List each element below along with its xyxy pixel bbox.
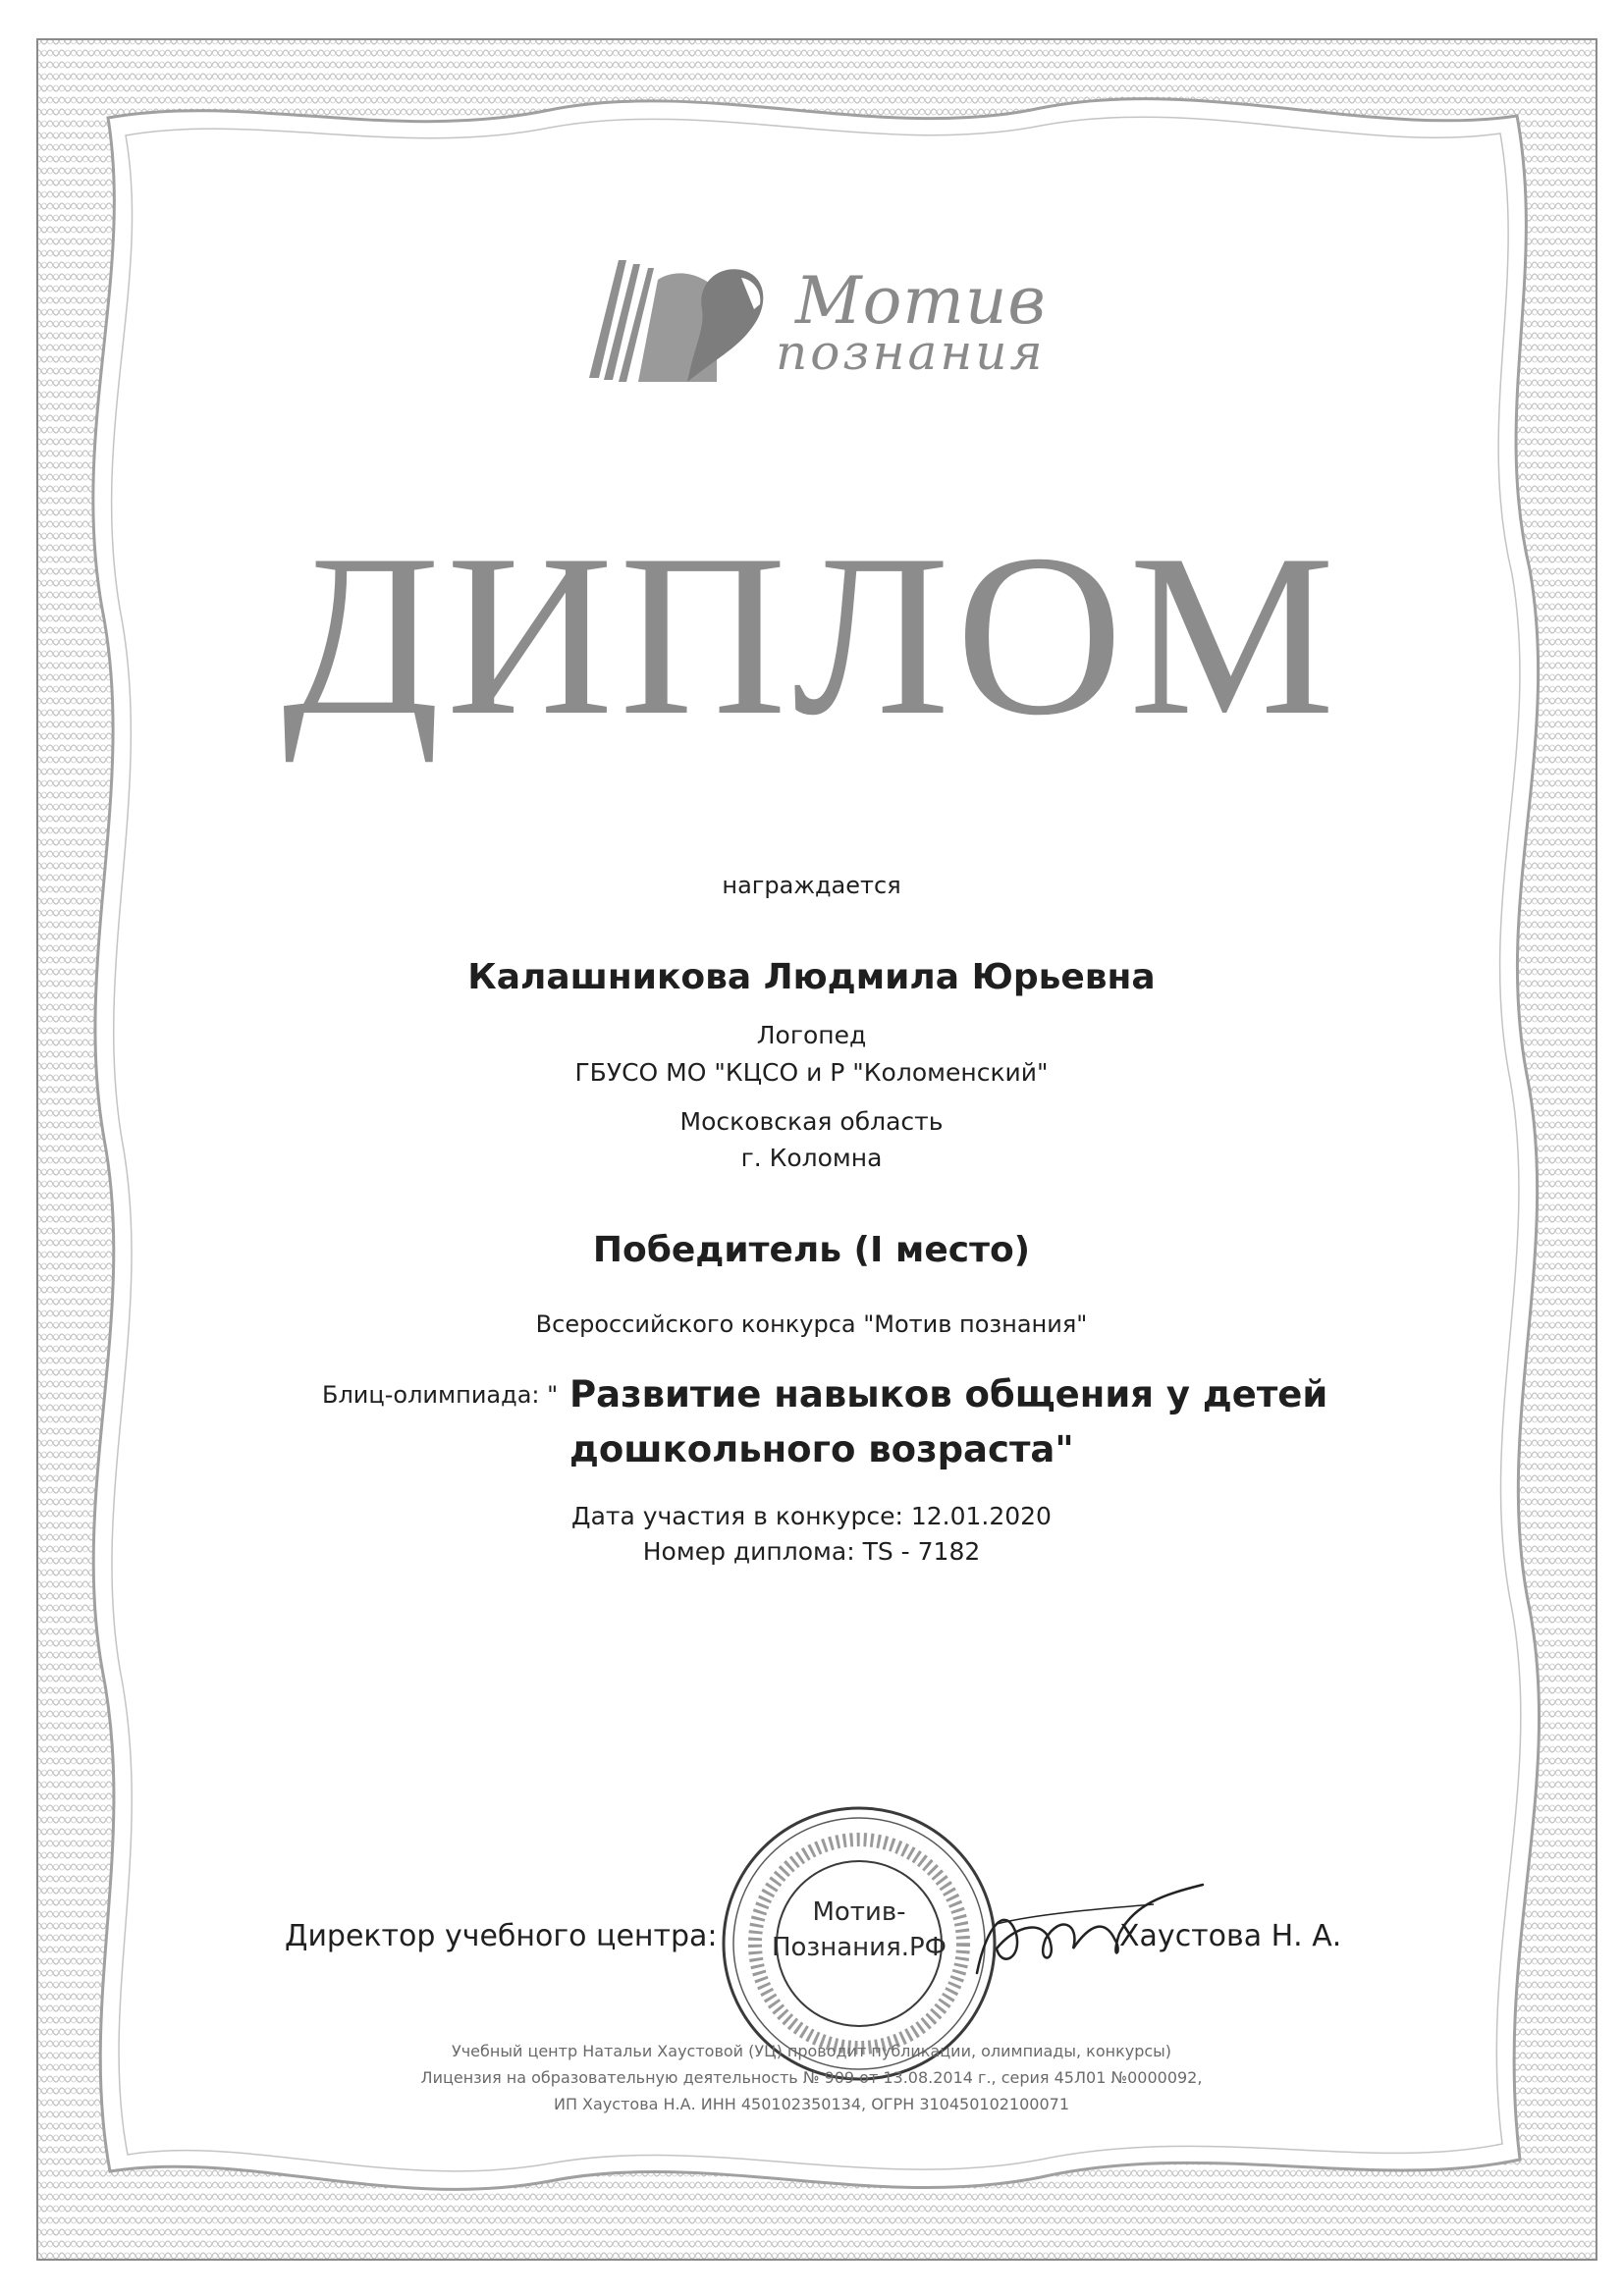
stamp-center	[746, 1895, 972, 1965]
footer-line-1: Учебный центр Натальи Хаустовой (УЦ) проводит публикации, олимпиады, конкурсы)	[451, 2042, 1172, 2060]
recipient-organization: ГБУСО МО "КЦСО и Р "Коломенский"	[574, 1058, 1049, 1087]
diploma-title: ДИПЛОМ	[282, 507, 1341, 764]
stamp-line-2: Познания.РФ	[771, 1933, 947, 1962]
award-place: Победитель (I место)	[592, 1230, 1031, 1270]
stamp-line-1: Мотив-	[812, 1897, 906, 1927]
recipient-city: г. Коломна	[740, 1144, 883, 1172]
recipient-position: Логопед	[756, 1021, 867, 1049]
contest-name: Всероссийского конкурса "Мотив познания"	[535, 1310, 1088, 1338]
participation-date: Дата участия в конкурсе: 12.01.2020	[571, 1502, 1052, 1530]
awarded-label: награждается	[722, 872, 901, 899]
director-name: Хаустова Н. А.	[1119, 1919, 1342, 1953]
logo-text-motiv: Мотив	[795, 263, 1047, 339]
recipient-region: Московская область	[679, 1107, 944, 1136]
footer-line-2: Лицензия на образовательную деятельность № 909 от 13.08.2014 г., серия 45Л01 №0000092,	[420, 2068, 1203, 2087]
diploma-number: Номер диплома: TS - 7182	[642, 1537, 981, 1566]
director-title: Директор учебного центра:	[285, 1919, 718, 1953]
olympiad-label: Блиц-олимпиада: "	[322, 1381, 559, 1409]
logo-text-poznaniya: познания	[776, 324, 1046, 381]
recipient-name: Калашникова Людмила Юрьевна	[467, 957, 1156, 997]
footer-line-3: ИП Хаустова Н.А. ИНН 450102350134, ОГРН 310450102100071	[553, 2095, 1070, 2113]
olympiad-topic: Развитие навыков общения у детей дошкольного возраста"	[569, 1373, 1328, 1470]
